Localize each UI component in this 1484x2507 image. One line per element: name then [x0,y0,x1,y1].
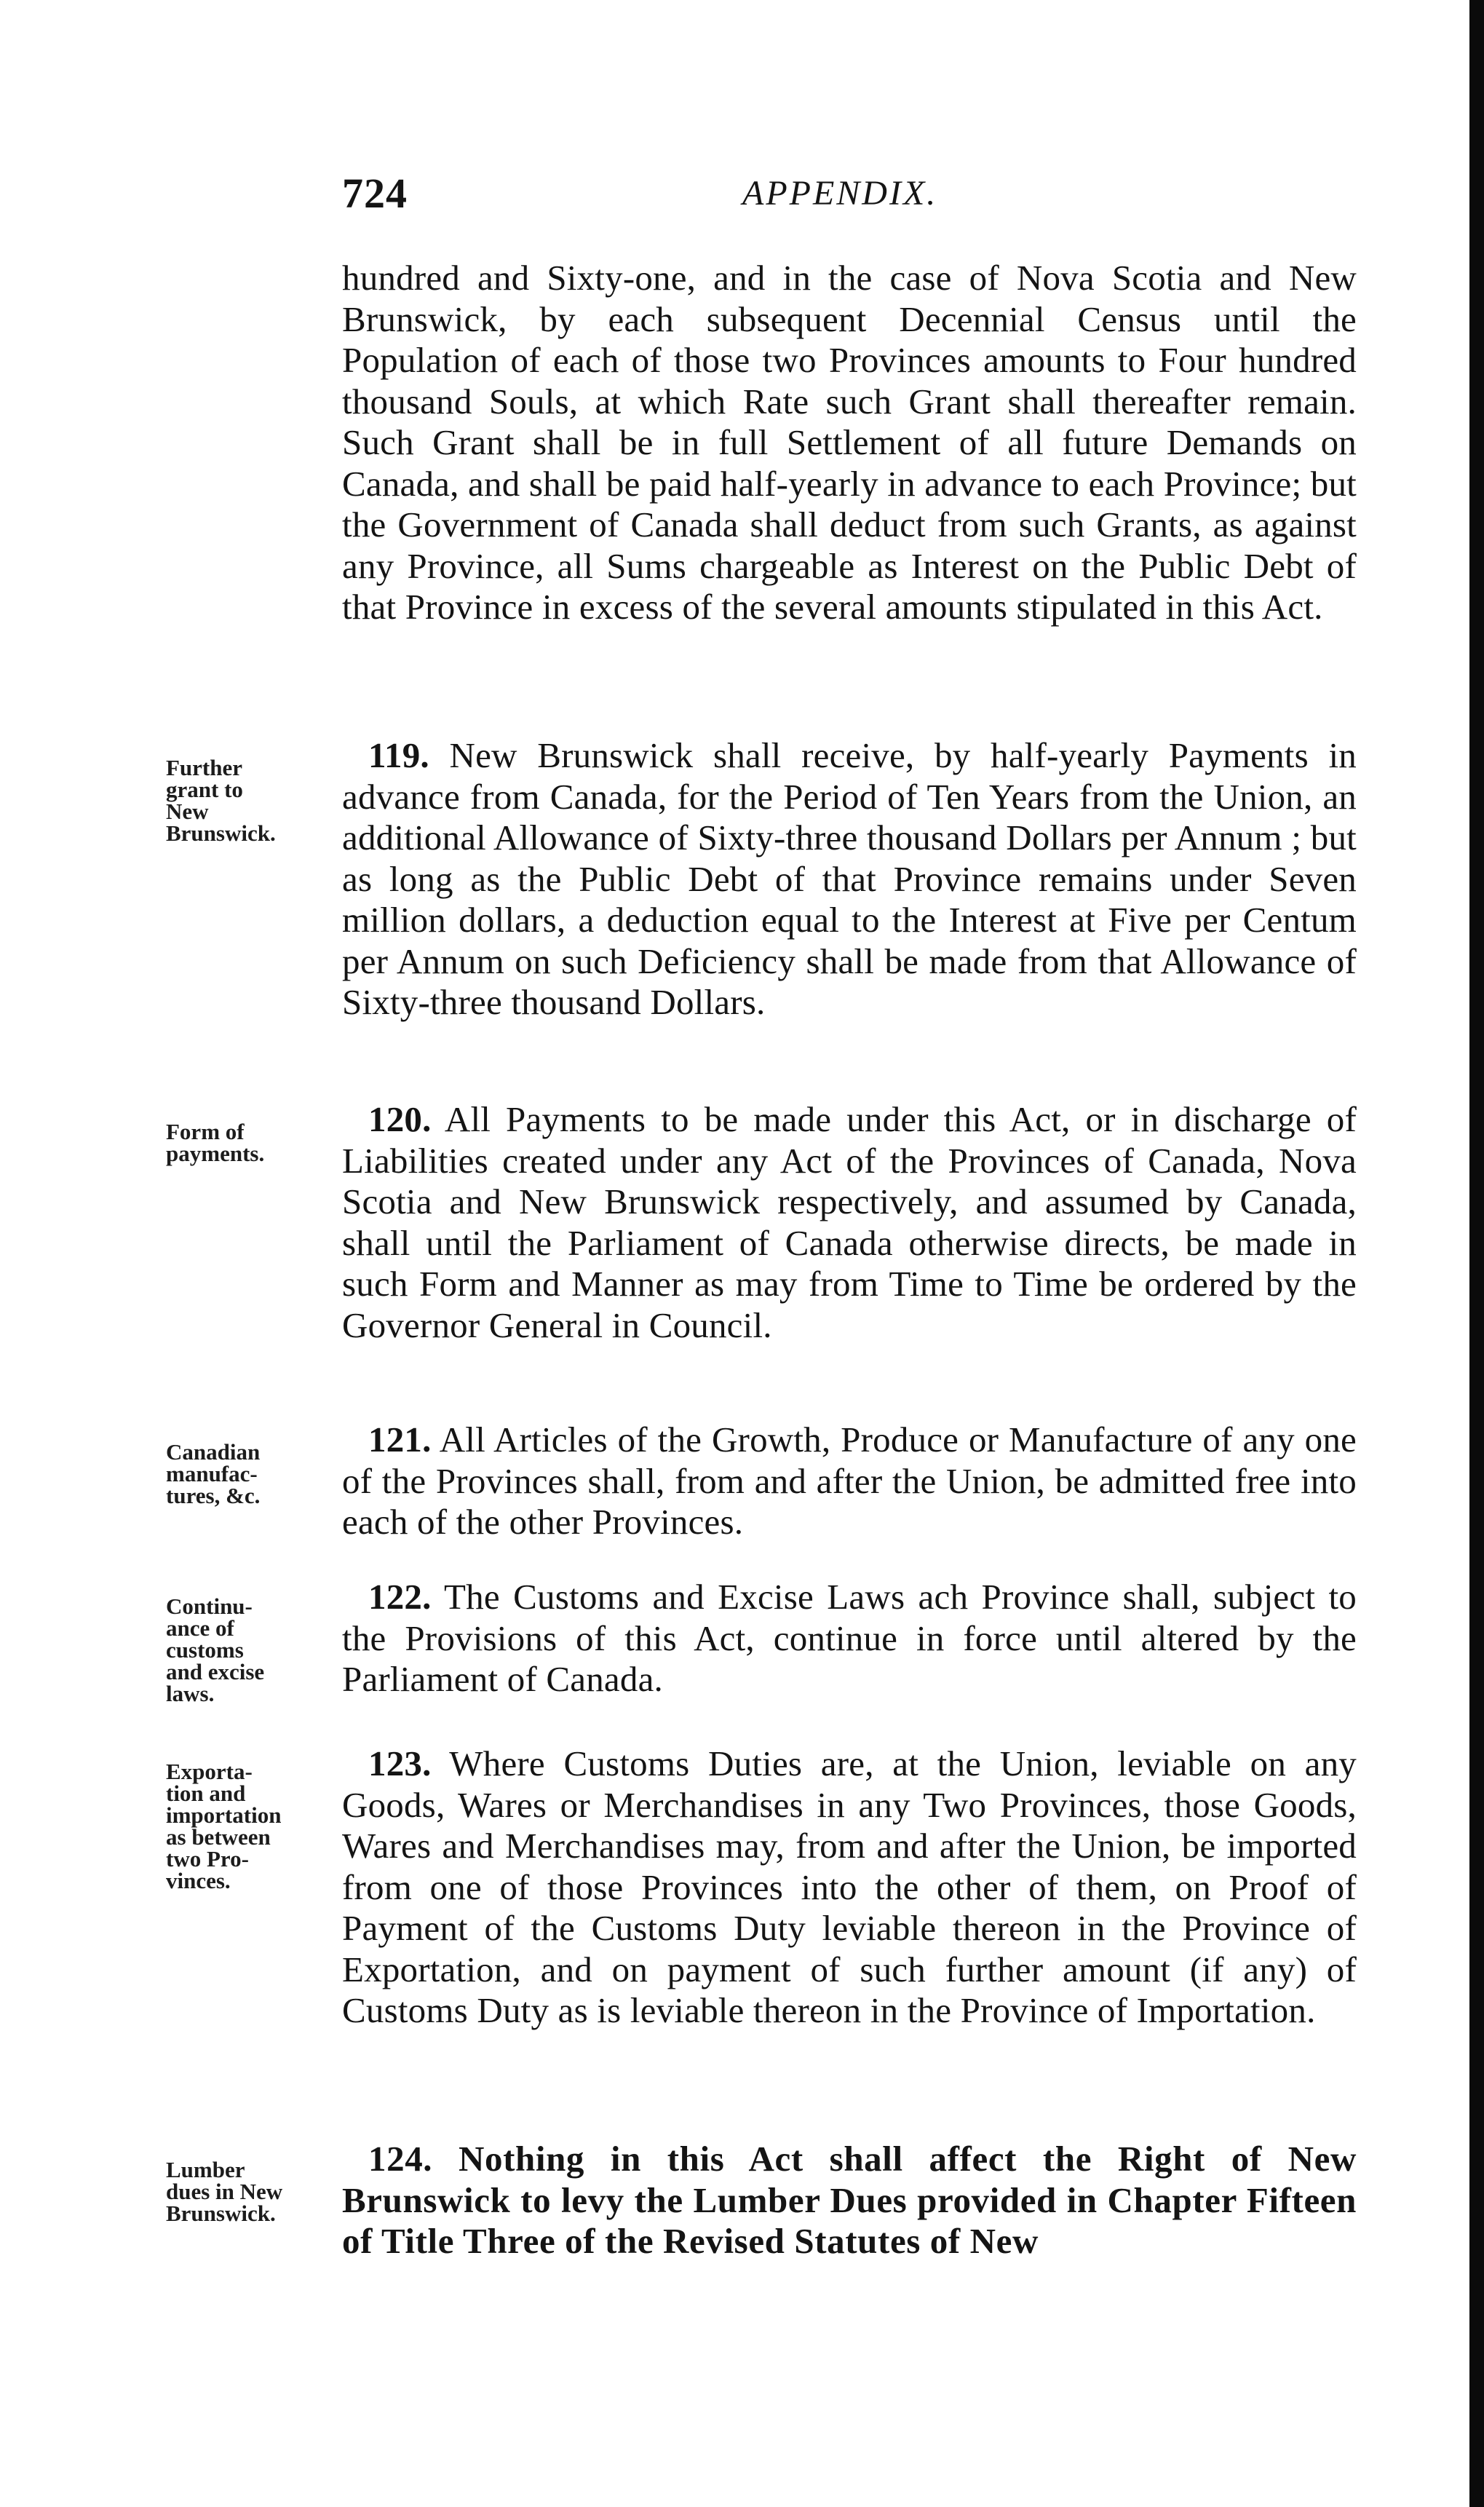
section-121-text [342,1419,1357,1543]
page-header [342,169,1361,220]
section-number: 120. [368,1099,432,1139]
sidenote-120: Form of payments. [166,1119,265,1166]
section-119-text [342,735,1357,1023]
section-number: 119. [368,735,429,775]
continuation-paragraph: hundred and Sixty-one, and in the case of Nova Scotia and New Brunswick, by each subsequent Decennial Census until the Population of each of those two Provinces amounts to Four hundred thousand Souls, at which Rate such Grant shall thereafter remain. Such Grant shall be in full Settlement of all future Demands on Canada, and shall be paid half-yearly in advance to each Province; but the Government of Canada shall deduct from such Grants, as against any Province, all Sums chargeable as Interest on the Public Debt of that Province in excess of the several amounts stipulated in this Act. [342,258,1357,627]
sidenote-122: Continu- ance of customs and excise laws. [166,1593,265,1706]
section-124-text [342,2139,1357,2262]
section-body: New Brunswick shall receive, by half-yearly Payments in advance from Canada, for the Period of Ten Years from the Union, an additional Allowance of Sixty-three thousand Dollars per Annum ; but as long as the Public Debt of that Province remains under Seven million dollars, a deduction equal to the Interest at Five per Centum per Annum on such Deficiency shall be made from that Allowance of Sixty-three thousand Dollars. [342,735,1357,1022]
section-body: Nothing in this Act shall affect the Right of New Brunswick to levy the Lumber Dues provided in Chapter Fifteen of Title Three of the Revised Statutes of New [342,2139,1357,2261]
sidenote-124: Lumber dues in New Brunswick. [166,2157,283,2226]
sidenote-119: Further grant to New Brunswick. [166,755,276,846]
section-number: 124. [368,2139,433,2179]
page-number: 724 [342,170,408,217]
section-number: 121. [368,1419,432,1460]
section-123-text [342,1743,1357,2032]
running-head: APPENDIX. [742,174,938,213]
section-number: 122. [368,1577,432,1617]
sidenote-123: Exporta- tion and importation as between two Pro- vinces. [166,1759,282,1893]
sidenote-121: Canadian manufac- tures, &c. [166,1439,261,1508]
section-120-text [342,1099,1357,1346]
section-122-text [342,1577,1357,1700]
section-number: 123. [368,1743,432,1783]
section-body: All Payments to be made under this Act, or in discharge of Liabilities created under any Act of the Provinces of Canada, Nova Scotia and New Brunswick respectively, and assumed by Canada, shall until the Parliament of Canada otherwise directs, be made in such Form and Manner as may from Time to Time be ordered by the Governor General in Council. [342,1099,1357,1345]
section-body: Where Customs Duties are, at the Union, leviable on any Goods, Wares or Merchandises in any Two Provinces, those Goods, Wares and Merchandises may, from and after the Union, be imported from one of those Provinces into the other of them, on Proof of Payment of the Customs Duty leviable thereon in the Province of Exportation, and on payment of such further amount (if any) of Customs Duty as is leviable thereon in the Province of Importation. [342,1743,1357,2030]
section-body: The Customs and Excise Laws ach Province shall, subject to the Provisions of this Act, continue in force until altered by the Parliament of Canada. [342,1577,1357,1699]
page-edge-border [1469,0,1484,2507]
section-body: All Articles of the Growth, Produce or Manufacture of any one of the Provinces shall, from and after the Union, be admitted free into each of the other Provinces. [342,1419,1357,1542]
